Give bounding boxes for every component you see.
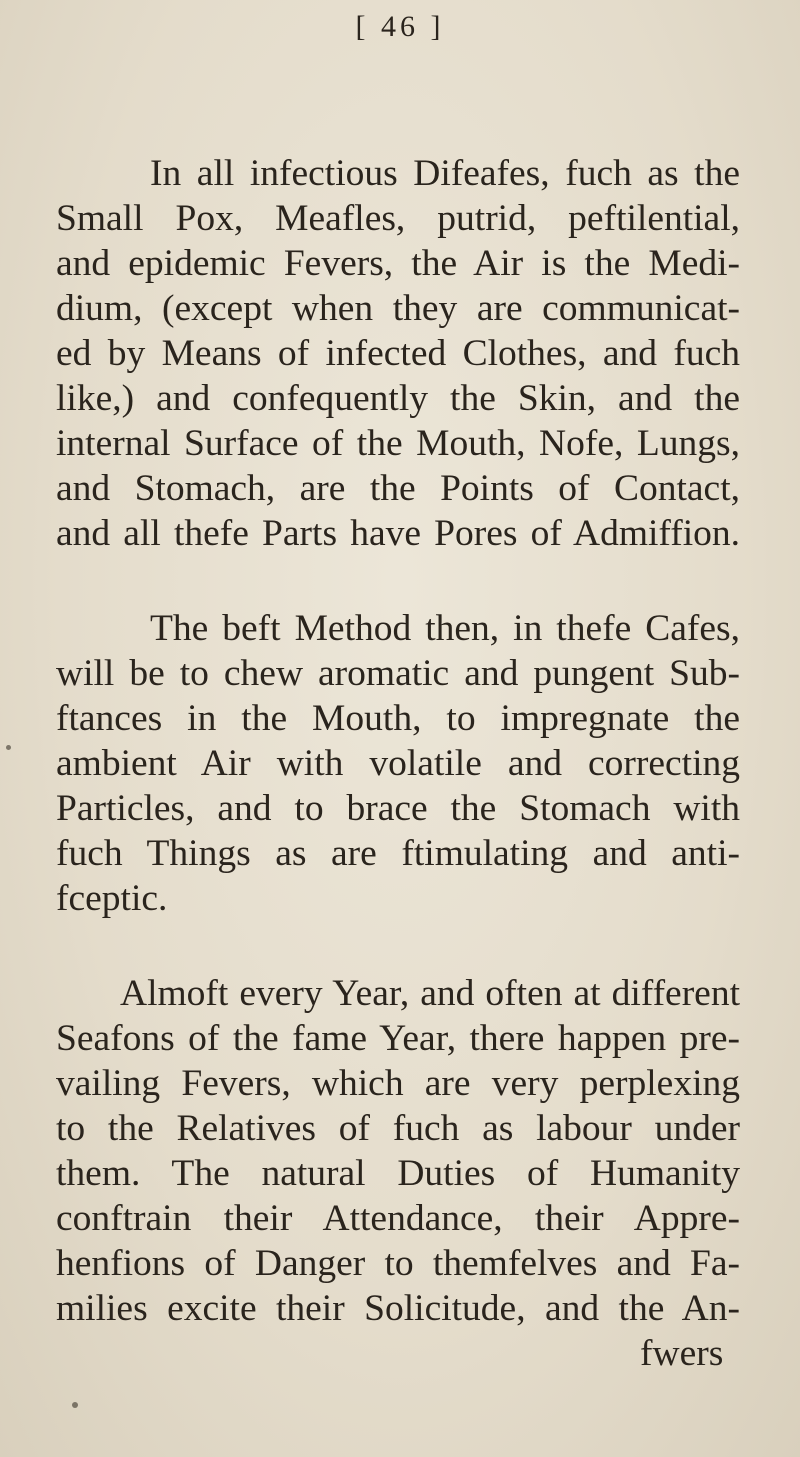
text-line: to the Relatives of fuch as labour under: [56, 1108, 740, 1149]
text-line: conftrain their Attendance, their Appre-: [56, 1198, 740, 1239]
text-line: henfions of Danger to themfelves and Fa-: [56, 1243, 740, 1284]
text-line: In all infectious Difeafes, fuch as the: [150, 153, 740, 194]
text-line: fceptic.: [56, 878, 168, 919]
catchword: fwers: [640, 1333, 724, 1374]
text-line: will be to chew aromatic and pungent Sub-: [56, 653, 740, 694]
text-line: them. The natural Duties of Humanity: [56, 1153, 740, 1194]
text-line: like,) and confequently the Skin, and the: [56, 378, 740, 419]
paper-speck: [72, 1402, 78, 1408]
text-line: ed by Means of infected Clothes, and fuch: [56, 333, 740, 374]
text-line: dium, (except when they are communicat-: [56, 288, 740, 329]
text-line: Seafons of the fame Year, there happen pre-: [56, 1018, 740, 1059]
text-line: and epidemic Fevers, the Air is the Medi-: [56, 243, 740, 284]
text-line: milies excite their Solicitude, and the An-: [56, 1288, 740, 1329]
text-line: fuch Things as are ftimulating and anti-: [56, 833, 740, 874]
text-line: ftances in the Mouth, to impregnate the: [56, 698, 740, 739]
text-line: and all thefe Parts have Pores of Admiffion.: [56, 513, 740, 554]
text-line: The beft Method then, in thefe Cafes,: [150, 608, 740, 649]
text-line: ambient Air with volatile and correcting: [56, 743, 740, 784]
text-line: Almoft every Year, and often at different: [120, 973, 740, 1014]
text-line: and Stomach, are the Points of Contact,: [56, 468, 740, 509]
text-line: Particles, and to brace the Stomach with: [56, 788, 740, 829]
text-line: internal Surface of the Mouth, Nofe, Lungs,: [56, 423, 740, 464]
page-number: [ 46 ]: [355, 10, 445, 43]
paper-speck: [6, 745, 11, 750]
text-line: vailing Fevers, which are very perplexing: [56, 1063, 740, 1104]
text-line: Small Pox, Meafles, putrid, peftilential,: [56, 198, 740, 239]
